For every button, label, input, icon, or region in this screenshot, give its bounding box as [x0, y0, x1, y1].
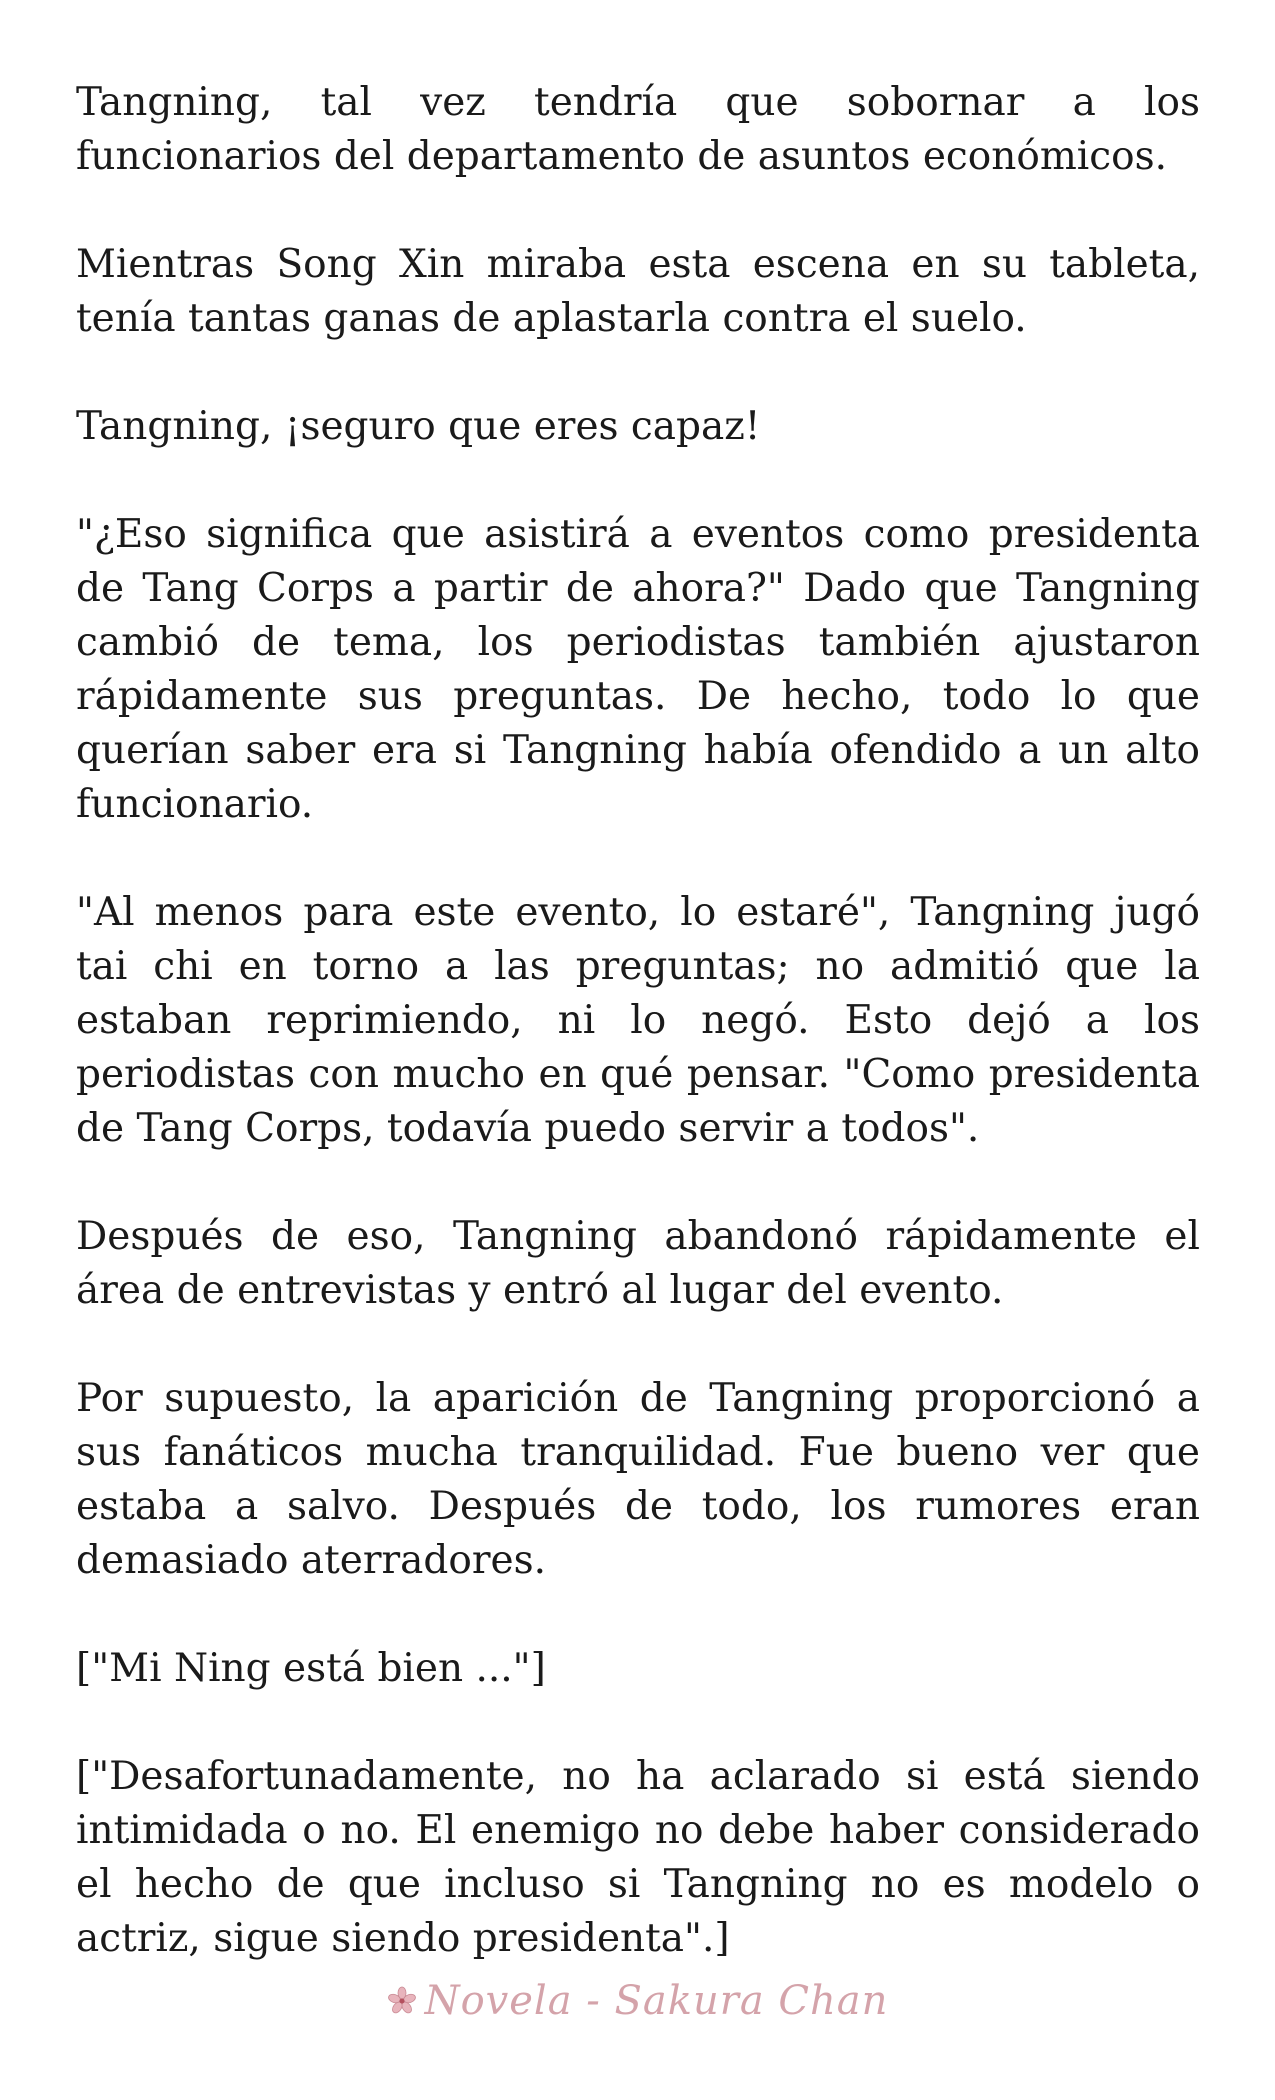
paragraph-5: "Al menos para este evento, lo estaré", Tangning jugó tai chi en torno a las preguntas; no admitió que la estaban reprimiendo, ni lo negó. Esto dejó a los periodistas con mucho en qué pensar. "Como presidenta de Tang Corps, todavía puedo servir a todos".	[76, 890, 1200, 1151]
watermark-text: Novela - Sakura Chan	[424, 1978, 889, 2024]
paragraph-2: Mientras Song Xin miraba esta escena en su tableta, tenía tantas ganas de aplastarla contra el suelo.	[76, 242, 1200, 341]
watermark	[0, 1978, 1275, 2024]
document-body	[76, 76, 1200, 1966]
paragraph-4: "¿Eso significa que asistirá a eventos como presidenta de Tang Corps a partir de ahora?" Dado que Tangning cambió de tema, los periodistas también ajustaron rápidamente sus preguntas. De hecho, todo lo que querían saber era si Tangning había ofendido a un alto funcionario.	[76, 512, 1200, 827]
paragraph-9: ["Desafortunadamente, no ha aclarado si está siendo intimidada o no. El enemigo no debe haber considerado el hecho de que incluso si Tangning no es modelo o actriz, sigue siendo presidenta".]	[76, 1754, 1200, 1961]
paragraph-6: Después de eso, Tangning abandonó rápidamente el área de entrevistas y entró al lugar del evento.	[76, 1214, 1200, 1313]
paragraph-8: ["Mi Ning está bien ..."]	[76, 1646, 546, 1691]
paragraph-3: Tangning, ¡seguro que eres capaz!	[76, 404, 761, 449]
paragraph-7: Por supuesto, la aparición de Tangning proporcionó a sus fanáticos mucha tranquilidad. Fue bueno ver que estaba a salvo. Después de todo, los rumores eran demasiado aterradores.	[76, 1376, 1200, 1583]
cherry-blossom-icon	[387, 1980, 417, 2010]
paragraph-1: Tangning, tal vez tendría que sobornar a los funcionarios del departamento de asuntos económicos.	[76, 80, 1200, 179]
